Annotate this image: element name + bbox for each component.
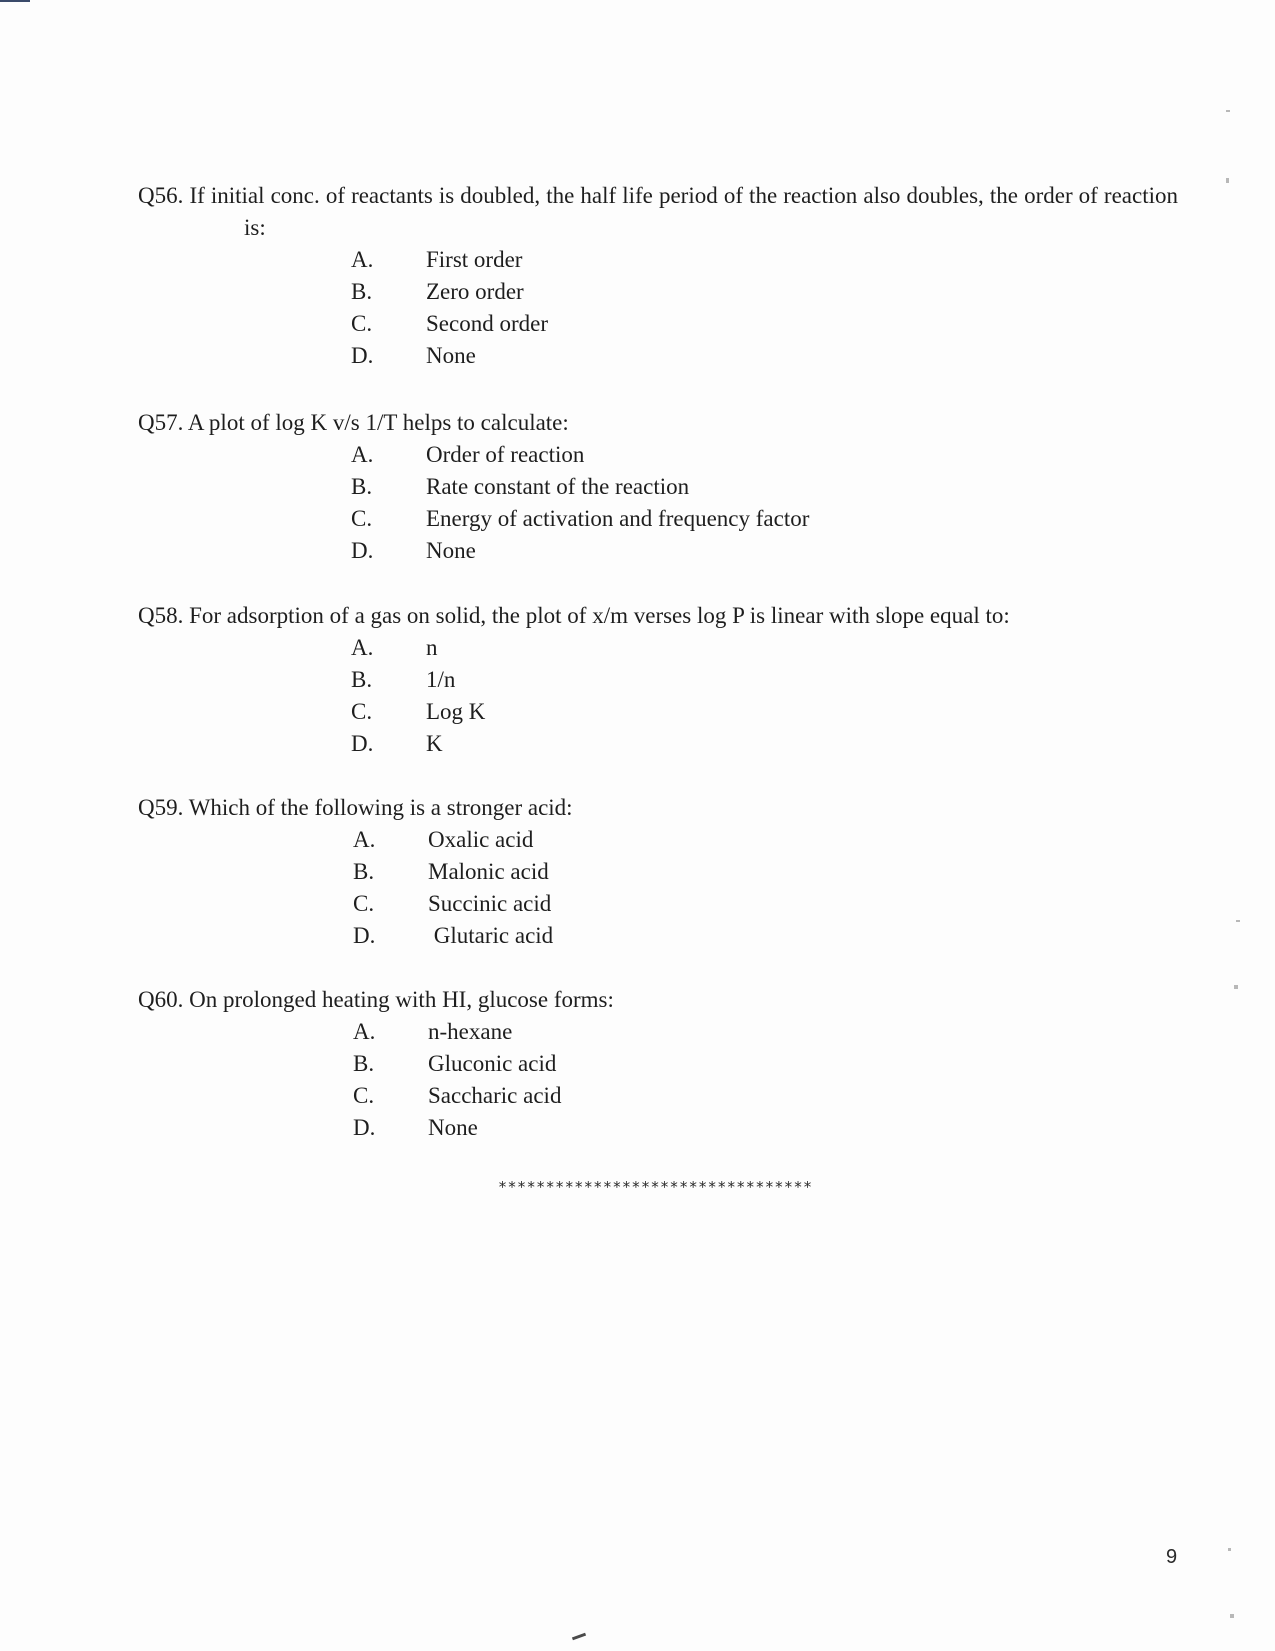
option-letter: B. bbox=[351, 474, 373, 499]
option-text: Glutaric acid bbox=[428, 923, 554, 948]
option-letter: C. bbox=[351, 311, 373, 336]
option-list bbox=[138, 824, 1178, 952]
option-letter: A. bbox=[351, 247, 374, 272]
option-b bbox=[138, 276, 1178, 308]
scan-speck bbox=[1226, 110, 1230, 112]
option-letter: A. bbox=[351, 635, 374, 660]
option-text: Zero order bbox=[426, 279, 524, 304]
option-list bbox=[138, 1016, 1178, 1144]
option-text: Rate constant of the reaction bbox=[426, 474, 690, 499]
question-q56 bbox=[138, 180, 1178, 372]
question-q60 bbox=[138, 984, 1178, 1144]
option-d bbox=[138, 535, 1178, 567]
scan-speck bbox=[1230, 1614, 1234, 1618]
option-letter: A. bbox=[351, 442, 374, 467]
scan-speck bbox=[572, 1633, 586, 1641]
option-d bbox=[138, 728, 1178, 760]
scan-speck bbox=[1226, 178, 1229, 183]
option-letter: D. bbox=[353, 1115, 376, 1140]
option-letter: C. bbox=[351, 506, 373, 531]
option-a bbox=[138, 824, 1178, 856]
option-letter: A. bbox=[353, 827, 376, 852]
scan-speck bbox=[1236, 920, 1240, 922]
scan-speck bbox=[1228, 1548, 1231, 1551]
option-text: None bbox=[426, 343, 476, 368]
option-c bbox=[138, 888, 1178, 920]
question-stem: Q56. If initial conc. of reactants is doubled, the half life period of the reaction also doubles, the order of reaction is: bbox=[138, 183, 1178, 240]
question-q59 bbox=[138, 792, 1178, 952]
option-letter: D. bbox=[351, 538, 374, 563]
option-list bbox=[138, 244, 1178, 372]
option-letter: D. bbox=[351, 343, 374, 368]
option-c bbox=[138, 1080, 1178, 1112]
option-c bbox=[138, 308, 1178, 340]
option-text: Succinic acid bbox=[428, 891, 552, 916]
option-text: Oxalic acid bbox=[428, 827, 534, 852]
option-letter: A. bbox=[353, 1019, 376, 1044]
option-text: K bbox=[426, 731, 443, 756]
option-letter: C. bbox=[351, 699, 373, 724]
option-text: 1/n bbox=[426, 667, 456, 692]
option-text: n-hexane bbox=[428, 1019, 513, 1044]
option-d bbox=[138, 340, 1178, 372]
option-list bbox=[138, 632, 1178, 760]
scan-speck bbox=[1234, 985, 1238, 989]
option-text: Second order bbox=[426, 311, 548, 336]
option-text: Gluconic acid bbox=[428, 1051, 557, 1076]
question-stem: Q57. A plot of log K v/s 1/T helps to calculate: bbox=[138, 410, 569, 435]
option-b bbox=[138, 471, 1178, 503]
option-text: Malonic acid bbox=[428, 859, 549, 884]
page-number: 9 bbox=[1166, 1546, 1178, 1568]
option-a bbox=[138, 632, 1178, 664]
option-letter: B. bbox=[351, 279, 373, 304]
scan-corner-mark bbox=[0, 0, 30, 2]
option-b bbox=[138, 664, 1178, 696]
option-a bbox=[138, 1016, 1178, 1048]
option-letter: B. bbox=[353, 859, 375, 884]
option-text: Log K bbox=[426, 699, 486, 724]
option-a bbox=[138, 439, 1178, 471]
option-text: None bbox=[428, 1115, 478, 1140]
option-text: n bbox=[426, 635, 438, 660]
option-letter: D. bbox=[351, 731, 374, 756]
option-letter: B. bbox=[353, 1051, 375, 1076]
question-stem: Q60. On prolonged heating with HI, glucose forms: bbox=[138, 987, 614, 1012]
question-q58 bbox=[138, 600, 1178, 760]
question-q57 bbox=[138, 407, 1178, 567]
option-c bbox=[138, 696, 1178, 728]
option-list bbox=[138, 439, 1178, 567]
option-text: Energy of activation and frequency factor bbox=[426, 506, 810, 531]
question-stem: Q59. Which of the following is a stronger acid: bbox=[138, 795, 573, 820]
option-text: None bbox=[426, 538, 476, 563]
option-a bbox=[138, 244, 1178, 276]
option-d bbox=[138, 920, 1178, 952]
end-of-section-marker: ********************************* bbox=[498, 1178, 813, 1196]
option-b bbox=[138, 1048, 1178, 1080]
option-d bbox=[138, 1112, 1178, 1144]
option-letter: D. bbox=[353, 923, 376, 948]
option-letter: C. bbox=[353, 1083, 375, 1108]
option-text: Saccharic acid bbox=[428, 1083, 562, 1108]
option-text: Order of reaction bbox=[426, 442, 585, 467]
option-letter: B. bbox=[351, 667, 373, 692]
option-text: First order bbox=[426, 247, 523, 272]
question-stem: Q58. For adsorption of a gas on solid, the plot of x/m verses log P is linear with slope equal to: bbox=[138, 603, 1010, 628]
option-c bbox=[138, 503, 1178, 535]
option-letter: C. bbox=[353, 891, 375, 916]
option-b bbox=[138, 856, 1178, 888]
